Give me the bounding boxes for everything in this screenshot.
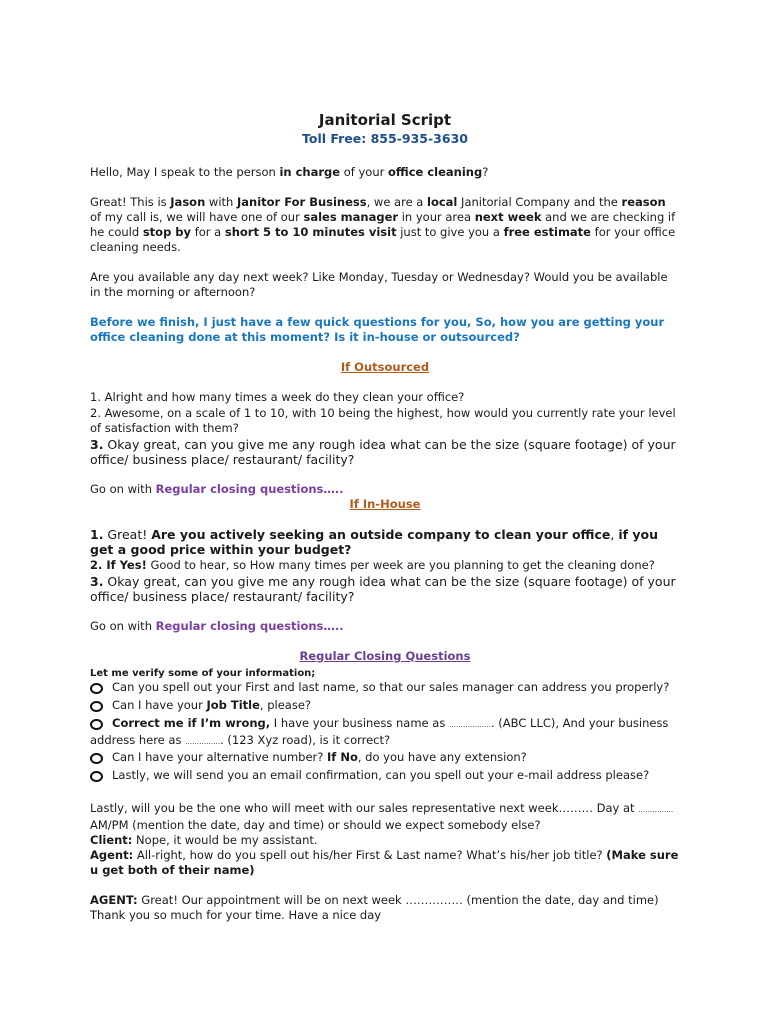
agent-line — [90, 848, 680, 878]
bold-run: sales manager — [303, 210, 399, 224]
bold-run: next week — [474, 210, 542, 224]
text-run: Go on with — [90, 619, 156, 633]
document — [90, 111, 680, 923]
bullet-circle-icon — [90, 768, 112, 786]
text-run: All-right, how do you spell out his/her First & Last name? What’s his/her job title? — [133, 848, 607, 862]
text-run: in your area — [398, 210, 475, 224]
text-run: for a — [191, 225, 225, 239]
number-label: 3. — [90, 437, 104, 452]
number-label: 2. — [90, 558, 103, 572]
text-run: AM/PM (mention the date, day and time) or should we expect somebody else? — [90, 818, 541, 832]
bullet-circle-icon — [90, 680, 112, 698]
text-run: Can you spell out your First and last name, so that our sales manager can address you properly? — [112, 680, 670, 694]
text-run: Okay great, can you give me any rough idea what can be the size (square footage) of your office/ business place/ restaurant/ facility? — [90, 437, 676, 467]
qualifying-question: Before we finish, I just have a few quick questions for you, So, how you are getting your office cleaning done at this moment? Is it in-house or outsourced? — [90, 315, 665, 344]
bold-run: local — [427, 195, 458, 209]
toll-free-line — [90, 131, 680, 147]
outsourced-q2: 2. Awesome, on a scale of 1 to 10, with 10 being the highest, how would you currently rate your level of satisfaction with them? — [90, 406, 676, 435]
list-item — [90, 716, 680, 750]
text-run: Janitorial Company and the — [457, 195, 622, 209]
text-run: I have your business name as — [270, 716, 449, 730]
text-run — [112, 698, 311, 713]
text-run: Can I have your — [112, 698, 207, 712]
page-title: Janitorial Script — [318, 111, 452, 129]
number-label: 1. — [90, 527, 104, 542]
bullet-circle-icon — [90, 750, 112, 768]
bold-run: Are you actively seeking an outside company to clean your office — [151, 527, 611, 542]
text-run: , — [610, 527, 619, 542]
list-item — [90, 698, 680, 716]
inhouse-q1 — [90, 527, 680, 557]
heading-outsourced: If Outsourced — [340, 360, 430, 374]
toll-free-number: 855-935-3630 — [370, 131, 468, 146]
text-run: Lastly, we will send you an email confirmation, can you spell out your e-mail address please? — [112, 768, 650, 782]
text-run: Go on with — [90, 482, 156, 496]
inhouse-q2 — [90, 558, 680, 573]
closing-link: Regular closing questions….. — [155, 482, 344, 496]
availability-question: Are you available any day next week? Like Monday, Tuesday or Wednesday? Would you be available in the morning or afternoon? — [90, 270, 668, 299]
text-run: , do you have any extension? — [357, 750, 527, 764]
text-run: Can I have your alternative number? — [112, 750, 328, 764]
bold-run: Agent: — [90, 848, 134, 862]
appointment-line — [90, 893, 680, 923]
bullet-circle-icon — [90, 698, 112, 716]
text-run: Hello, May I speak to the person — [90, 165, 280, 179]
outsourced-q1: 1. Alright and how many times a week do they clean your office? — [90, 390, 465, 404]
bold-run: free estimate — [503, 225, 591, 239]
text-run: …………… — [638, 806, 674, 814]
text-run: Good to hear, so How many times per week are you planning to get the cleaning done? — [146, 558, 655, 572]
bold-run: in charge — [279, 165, 341, 179]
final-question — [90, 801, 680, 833]
bold-run: If Yes! — [102, 558, 147, 572]
bold-run: If No — [327, 750, 358, 764]
bold-run: Jason — [170, 195, 206, 209]
outsourced-q3 — [90, 437, 680, 467]
intro-paragraph — [90, 195, 680, 255]
text-run: ? — [482, 165, 489, 179]
bold-run: Correct me if I’m wrong, — [112, 716, 271, 730]
text-run: …………… — [185, 738, 221, 746]
text-run: of my call is, we will have one of our — [90, 210, 304, 224]
text-run — [112, 750, 527, 765]
text-run: of your — [340, 165, 389, 179]
inhouse-q3 — [90, 574, 680, 604]
list-item — [90, 750, 680, 768]
bold-run: Job Title — [206, 698, 260, 712]
text-run: Nope, it would be my assistant. — [132, 833, 318, 847]
text-run: Great! Our appointment will be on next week …………… (mention the date, day and time) Thank you so much for your time. Have a nice day — [90, 893, 659, 922]
intro-greeting — [90, 165, 680, 180]
bold-run: Client: — [90, 833, 133, 847]
inhouse-go-on — [90, 619, 680, 634]
bullet-circle-icon — [90, 716, 112, 734]
text-run: , we are a — [366, 195, 428, 209]
verify-intro: Let me verify some of your information; — [90, 668, 316, 679]
text-run: . (123 Xyz road), is it correct? — [220, 733, 391, 747]
bold-run: office cleaning — [388, 165, 483, 179]
bold-run: Janitor For Business — [236, 195, 367, 209]
outsourced-go-on — [90, 482, 680, 497]
client-line — [90, 833, 680, 848]
text-run: just to give you a — [396, 225, 504, 239]
text-run: . (ABC LLC), And your business address here as — [90, 716, 669, 747]
text-run: with — [205, 195, 237, 209]
toll-free-label: Toll Free: — [302, 131, 367, 146]
text-run: ……………… — [449, 721, 491, 729]
text-run: Great! This is — [90, 195, 171, 209]
text-run: Great! — [103, 527, 152, 542]
closing-link: Regular closing questions….. — [155, 619, 344, 633]
bold-run: (Make sure u get both of their name) — [90, 848, 679, 877]
bold-run: reason — [621, 195, 666, 209]
text-run: Okay great, can you give me any rough idea what can be the size (square footage) of your office/ business place/ restaurant/ facility? — [90, 574, 676, 604]
bold-run: if you get a good price within your budget? — [90, 527, 659, 557]
bold-run: AGENT: — [90, 893, 138, 907]
text-run: , please? — [259, 698, 312, 712]
number-label: 3. — [90, 574, 104, 589]
bold-run: stop by — [142, 225, 192, 239]
list-item — [90, 680, 680, 698]
heading-regular-closing: Regular Closing Questions — [299, 649, 471, 663]
list-item — [90, 768, 680, 786]
text-run: Lastly, will you be the one who will meet with our sales representative next week……… Day at — [90, 801, 639, 815]
text-run: and we are checking if he could — [90, 210, 676, 239]
heading-inhouse: If In-House — [349, 497, 421, 511]
bold-run: short 5 to 10 minutes visit — [224, 225, 397, 239]
text-run: for your office cleaning needs. — [90, 225, 676, 254]
